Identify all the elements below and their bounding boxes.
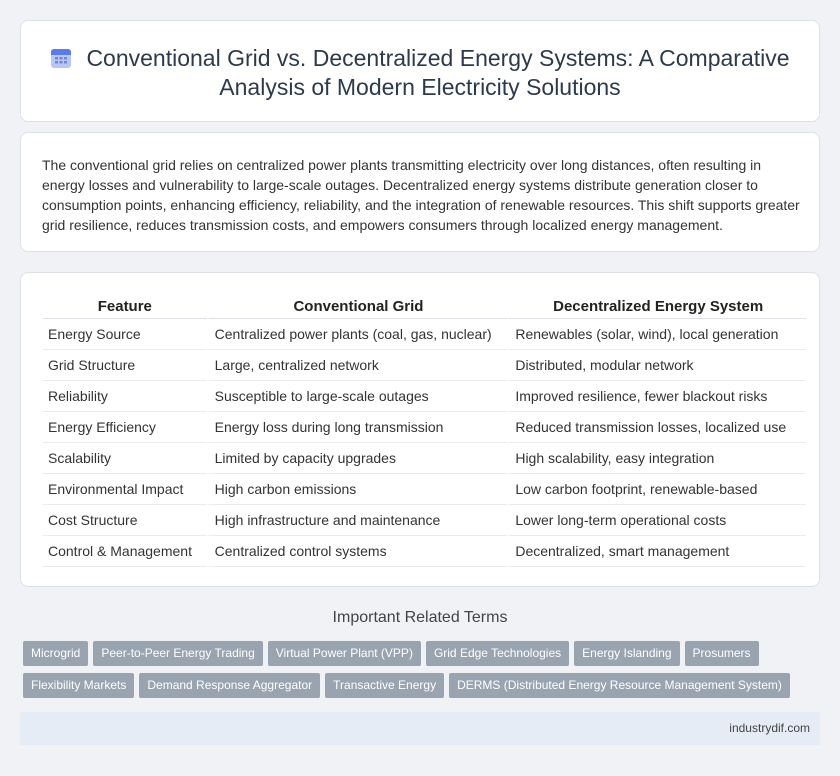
table-row [43, 474, 806, 505]
table-row [43, 412, 806, 443]
tag-flexibility-markets[interactable]: Flexibility Markets [23, 673, 134, 698]
table-row [43, 443, 806, 474]
table-row [43, 319, 806, 350]
tag-prosumers[interactable]: Prosumers [685, 641, 759, 666]
table-cell: Large, centralized network [207, 350, 508, 381]
table-cell: High scalability, easy integration [507, 443, 806, 474]
table-row [43, 350, 806, 381]
table-cell: Limited by capacity upgrades [207, 443, 508, 474]
table-cell: Centralized control systems [207, 536, 508, 567]
table-cell: High carbon emissions [207, 474, 508, 505]
table-cell: Reduced transmission losses, localized use [507, 412, 806, 443]
tag-microgrid[interactable]: Microgrid [23, 641, 88, 666]
tag-energy-islanding[interactable]: Energy Islanding [574, 641, 679, 666]
table-cell: Cost Structure [43, 505, 207, 536]
table-header-row [43, 293, 806, 319]
related-terms-tags [23, 641, 813, 705]
table-cell: Susceptible to large-scale outages [207, 381, 508, 412]
table-cell: Lower long-term operational costs [507, 505, 806, 536]
table-cell: Improved resilience, fewer blackout risks [507, 381, 806, 412]
table-row [43, 536, 806, 567]
table-cell: Centralized power plants (coal, gas, nuclear) [207, 319, 508, 350]
related-terms-title: Important Related Terms [332, 609, 508, 626]
tag-transactive-energy[interactable]: Transactive Energy [325, 673, 444, 698]
table-cell: Scalability [43, 443, 207, 474]
table-cell: Energy loss during long transmission [207, 412, 508, 443]
header-feature: Feature [43, 293, 207, 319]
header-conventional-grid: Conventional Grid [207, 293, 508, 319]
footer-site-link[interactable]: industrydif.com [729, 721, 810, 735]
table-cell: Renewables (solar, wind), local generation [507, 319, 806, 350]
header-decentralized-system: Decentralized Energy System [507, 293, 806, 319]
page-title-wrap [21, 44, 819, 102]
table-cell: Decentralized, smart management [507, 536, 806, 567]
table-cell: Environmental Impact [43, 474, 207, 505]
table-cell: High infrastructure and maintenance [207, 505, 508, 536]
calendar-icon [50, 47, 72, 69]
tag-derms[interactable]: DERMS (Distributed Energy Resource Management System) [449, 673, 790, 698]
table-cell: Energy Efficiency [43, 412, 207, 443]
table-cell: Distributed, modular network [507, 350, 806, 381]
summary-text: The conventional grid relies on centralized power plants transmitting electricity over long distances, often resulting in energy losses and vulnerability to large-scale outages. Decentralized energy systems distribute generation closer to consumption points, enhancing efficiency, reliability, and the integration of renewable resources. This shift supports greater grid resilience, reduces transmission costs, and empowers consumers through localized energy management. [42, 157, 800, 233]
tag-peer-to-peer-energy-trading[interactable]: Peer-to-Peer Energy Trading [93, 641, 262, 666]
page-title: Conventional Grid vs. Decentralized Energy Systems: A Comparative Analysis of Modern Electricity Solutions [86, 45, 790, 100]
table-cell: Low carbon footprint, renewable-based [507, 474, 806, 505]
tag-demand-response-aggregator[interactable]: Demand Response Aggregator [139, 673, 320, 698]
table-cell: Grid Structure [43, 350, 207, 381]
footer [20, 712, 820, 745]
summary-card [20, 132, 820, 252]
table-cell: Reliability [43, 381, 207, 412]
table-cell: Control & Management [43, 536, 207, 567]
title-card [20, 20, 820, 122]
comparison-table [43, 293, 806, 567]
tag-grid-edge-technologies[interactable]: Grid Edge Technologies [426, 641, 569, 666]
tag-virtual-power-plant[interactable]: Virtual Power Plant (VPP) [268, 641, 421, 666]
table-row [43, 381, 806, 412]
table-row [43, 505, 806, 536]
comparison-table-card [20, 272, 820, 587]
table-cell: Energy Source [43, 319, 207, 350]
